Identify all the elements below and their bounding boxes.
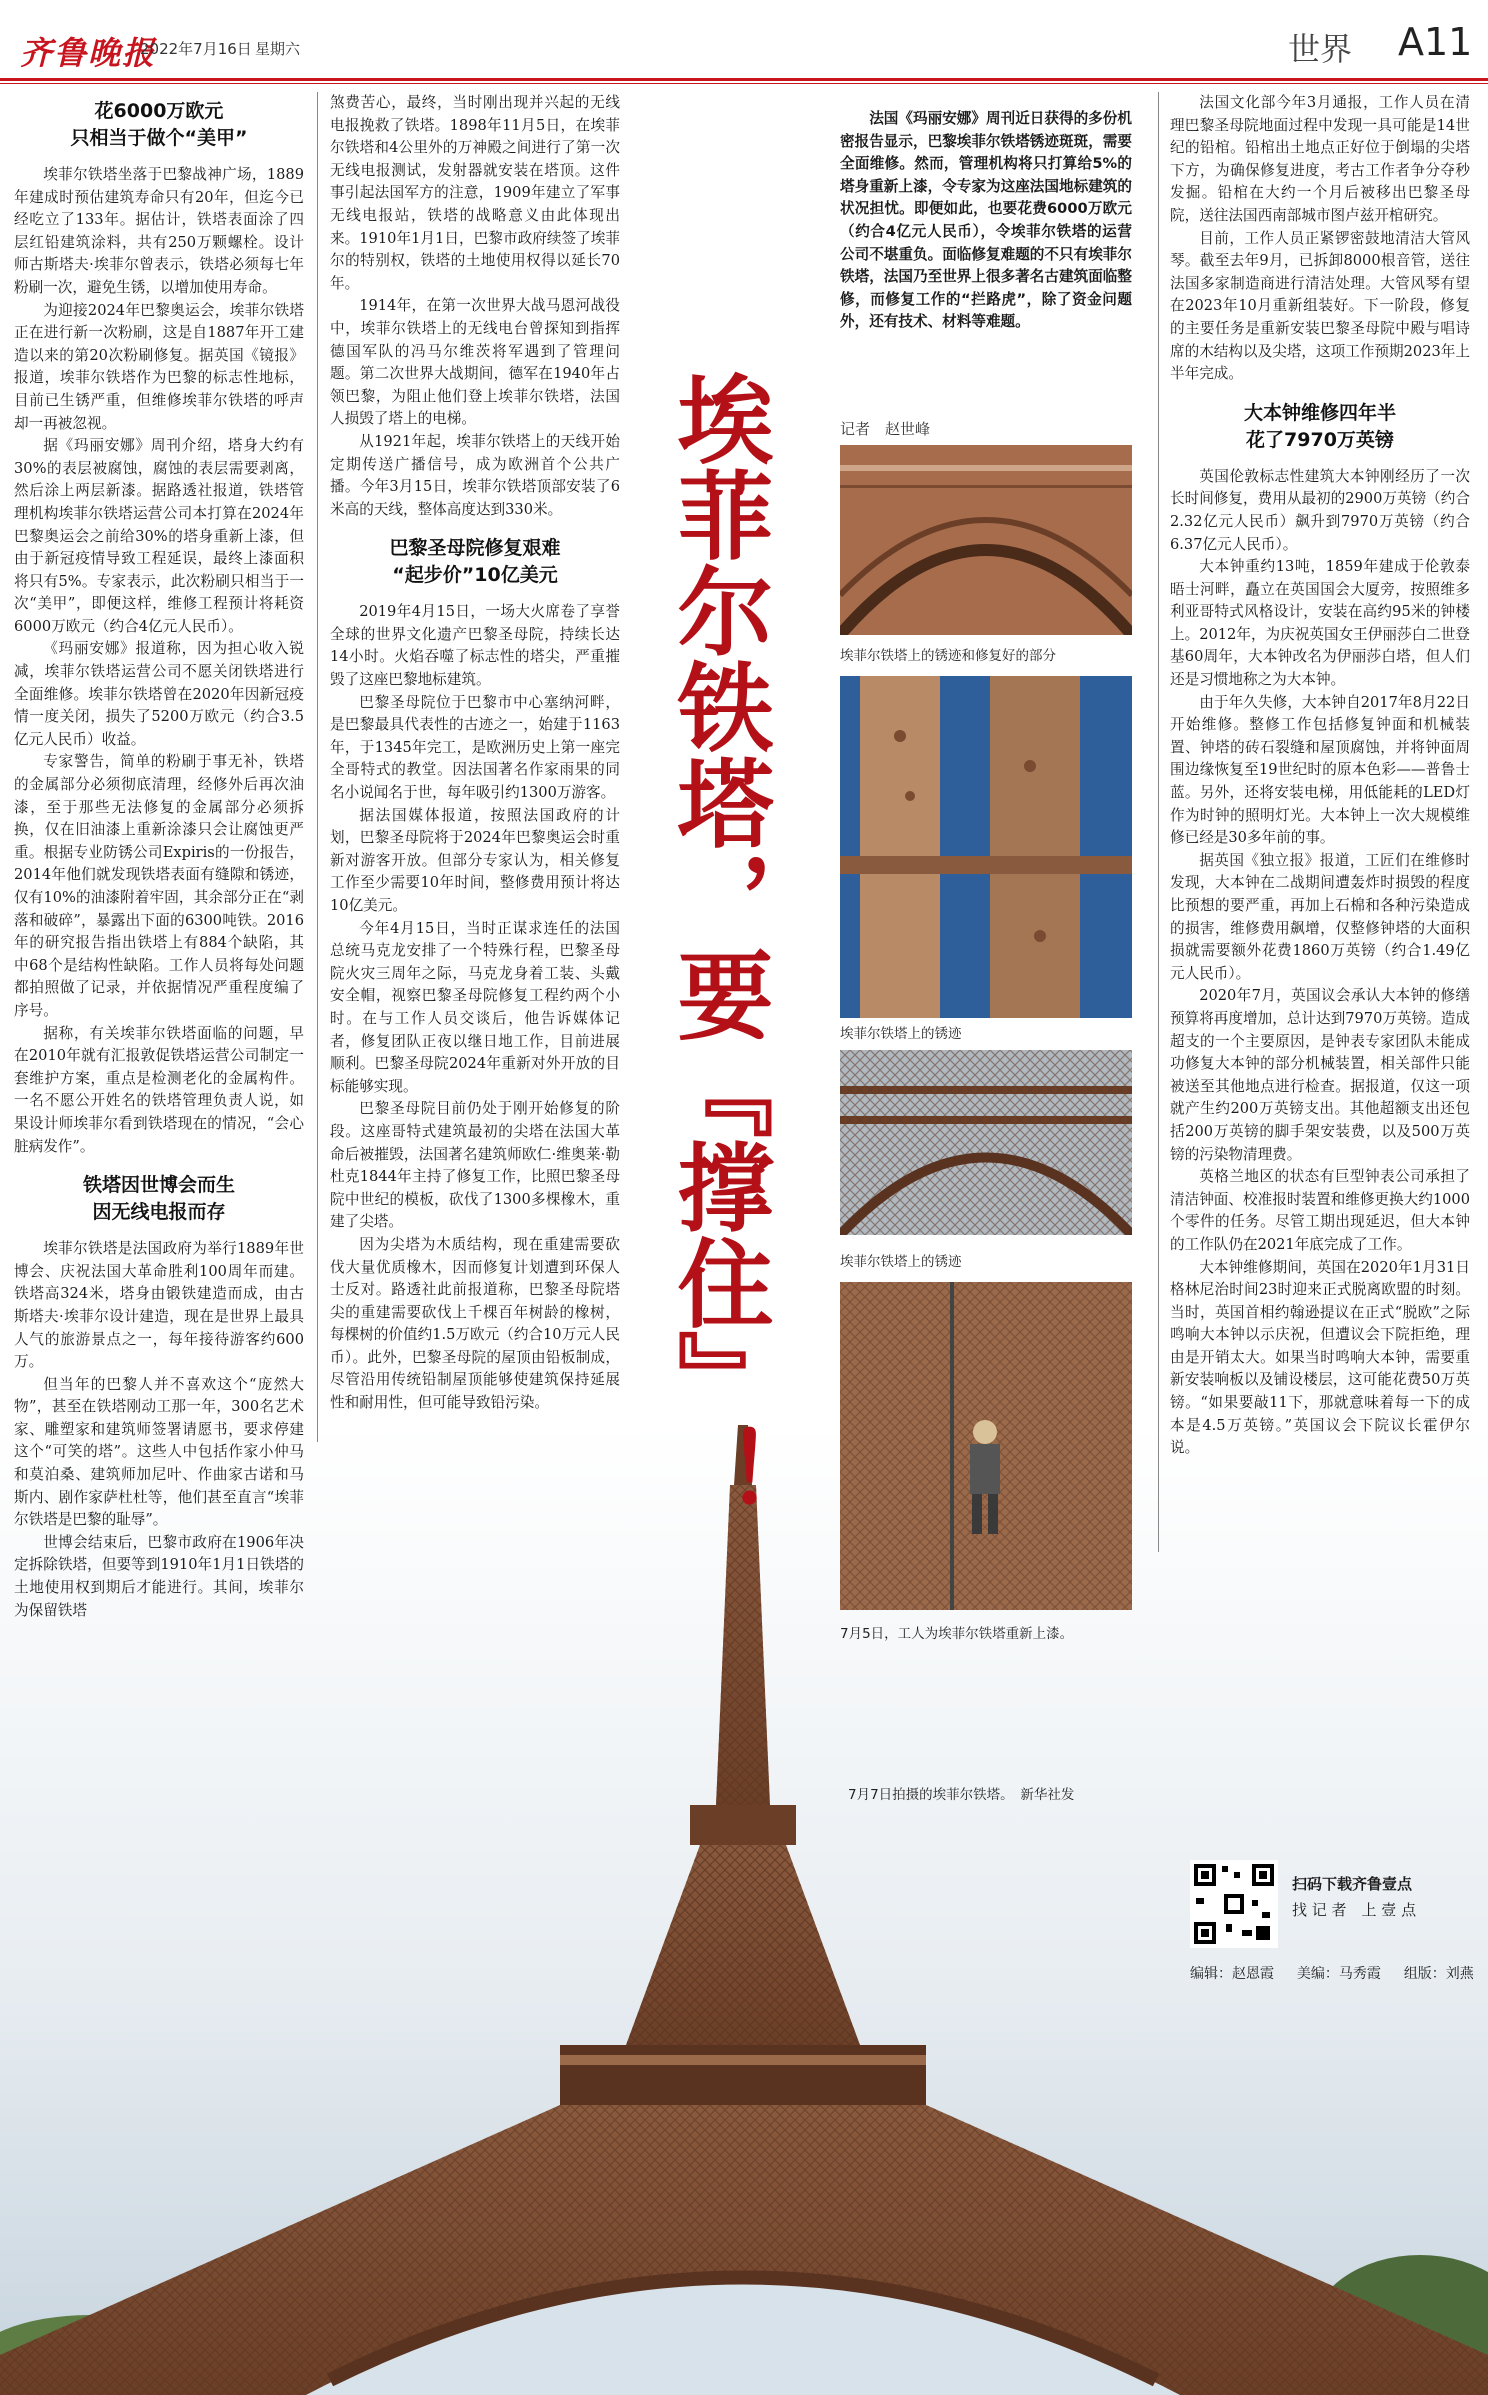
heading-line: 大本钟维修四年半 bbox=[1243, 401, 1396, 424]
photo-4-caption: 7月5日，工人为埃菲尔铁塔重新上漆。 bbox=[840, 1626, 1074, 1642]
article-lede bbox=[840, 108, 1132, 334]
qr-code-icon[interactable] bbox=[1190, 1860, 1278, 1948]
credit-proof: 组版：刘燕 bbox=[1403, 1966, 1474, 1982]
body-paragraph: 巴黎圣母院位于巴黎市中心塞纳河畔，是巴黎最具代表性的古迹之一，始建于1163年，于1345年完工，是欧洲历史上第一座完全哥特式的教堂。因法国著名作家雨果的同名小说闻名于世，每年吸引约1300万游客。 bbox=[330, 693, 620, 802]
section-name: 世界 bbox=[1288, 30, 1353, 68]
rust-photo-1 bbox=[840, 445, 1132, 635]
heading-line: 巴黎圣母院修复艰难 bbox=[389, 537, 561, 560]
photo-2-caption: 埃菲尔铁塔上的锈迹 bbox=[840, 1026, 962, 1042]
heading-line: 花了7970万英镑 bbox=[1246, 428, 1394, 451]
body-paragraph: 由于年久失修，大本钟自2017年8月22日开始维修。整修工作包括修复钟面和机械装置、钟塔的砖石裂缝和屋顶腐蚀，并将钟面周围边缘恢复至19世纪时的原本色彩——普鲁士蓝。另外，还将安装电梯，用低能耗的LED灯作为时钟的照明灯光。大本钟上一次大规模维修已经是30多年前的事。 bbox=[1170, 693, 1470, 847]
body-paragraph: 据《玛丽安娜》周刊介绍，塔身大约有30%的表层被腐蚀，腐蚀的表层需要剥离，然后涂上两层新漆。据路透社报道，铁塔管理机构埃菲尔铁塔运营公司本打算在2024年巴黎奥运会之前给30%的塔身重新上漆，但由于新冠疫情导致工程延误，最终上漆面积将只有5%。专家表示，此次粉刷只相当于一次“美甲”，即便这样，维修工程预计将耗资6000万欧元（约合4亿元人民币）。 bbox=[14, 437, 304, 635]
body-paragraph: 据称，有关埃菲尔铁塔面临的问题，早在2010年就有汇报敦促铁塔运营公司制定一套维护方案，重点是检测老化的金属构件。一名不愿公开姓名的铁塔管理负责人说，如果设计师埃菲尔看到铁塔现在的情况，“会心脏病发作”。 bbox=[14, 1024, 304, 1155]
column-1 bbox=[14, 92, 304, 1622]
issue-weekday: 星期六 bbox=[255, 40, 301, 58]
body-paragraph: 巴黎圣母院目前仍处于刚开始修复的阶段。这座哥特式建筑最初的尖塔在法国大革命后被摧毁，法国著名建筑师欧仁·维奥莱·勒杜克1844年主持了修复工作，比照巴黎圣母院中世纪的模板，砍伐了1300多棵橡木，重建了尖塔。 bbox=[330, 1100, 620, 1231]
body-paragraph: 埃菲尔铁塔是法国政府为举行1889年世博会、庆祝法国大革命胜利100周年而建。铁塔高324米，塔身由锻铁建造而成，由古斯塔夫·埃菲尔设计建造，现在是世界上最具人气的旅游景点之一，每年接待游客约600万。 bbox=[14, 1240, 304, 1371]
qr-promo-line-2: 找 记 者 上 壹 点 bbox=[1292, 1901, 1417, 1919]
rust-photo-3 bbox=[840, 1050, 1132, 1235]
body-paragraph: 目前，工作人员正紧锣密鼓地清洁大管风琴。截至去年9月，已拆卸8000根音管，送往法国多家制造商进行清洁处理。大管风琴有望在2023年10月重新组装好。下一阶段，修复的主要任务是重新安装巴黎圣母院中殿与唱诗席的木结构以及尖塔，这项工作预期2023年上半年完成。 bbox=[1170, 229, 1470, 383]
section-heading-expo bbox=[14, 1172, 304, 1226]
body-paragraph: 今年4月15日，当时正谋求连任的法国总统马克龙安排了一个特殊行程，巴黎圣母院火灾三周年之际，马克龙身着工装、头戴安全帽，视察巴黎圣母院修复工程约两个小时。在与工作人员交谈后，他告诉媒体记者，修复团队正夜以继日地工作，目前进展顺利。巴黎圣母院2024年重新对外开放的目标能够实现。 bbox=[330, 919, 620, 1095]
byline: 记者 赵世峰 bbox=[840, 420, 931, 438]
photo-1-caption: 埃菲尔铁塔上的锈迹和修复好的部分 bbox=[840, 648, 1056, 664]
photo-3-caption: 埃菲尔铁塔上的锈迹 bbox=[840, 1254, 962, 1270]
body-paragraph: 因为尖塔为木质结构，现在重建需要砍伐大量优质橡木，因而修复计划遭到环保人士反对。路透社此前报道称，巴黎圣母院塔尖的重建需要砍伐上千棵百年树龄的橡树，每棵树的价值约1.5万欧元（约合10万元人民币）。此外，巴黎圣母院的屋顶由铅板制成，尽管沿用传统铅制屋顶能够使建筑保持延展性和耐用性，但可能导致铅污染。 bbox=[330, 1235, 620, 1412]
body-paragraph: 大本钟重约13吨，1859年建成于伦敦泰晤士河畔，矗立在英国国会大厦旁，按照维多利亚哥特式风格设计，安装在高约95米的钟楼上。2012年，为庆祝英国女王伊丽莎白二世登基60周年，大本钟改名为伊丽莎白塔，但人们还是习惯地称之为大本钟。 bbox=[1170, 558, 1470, 689]
body-paragraph: 法国文化部今年3月通报，工作人员在清理巴黎圣母院地面过程中发现一具可能是14世纪的铅棺。铅棺出土地点正好位于倒塌的尖塔下方，为确保修复进度，考古工作者争分夺秒发掘。铅棺在大约一个月后被移出巴黎圣母院，送往法国西南部城市图卢兹开棺研究。 bbox=[1170, 94, 1470, 224]
section-heading-eiffel-cost bbox=[14, 98, 304, 152]
body-paragraph: 为迎接2024年巴黎奥运会，埃菲尔铁塔正在进行新一次粉刷，这是自1887年开工建造以来的第20次粉刷修复。据英国《镜报》报道，埃菲尔铁塔作为巴黎的标志性地标，目前已生锈严重，但维修埃菲尔铁塔的呼声却一再被忽视。 bbox=[14, 301, 304, 432]
body-paragraph: 但当年的巴黎人并不喜欢这个“庞然大物”，甚至在铁塔刚动工那一年，300名艺术家、雕塑家和建筑师签署请愿书，要求停建这个“可笑的塔”。这些人中包括作家小仲马和莫泊桑、建筑师加尼叶、作曲家古诺和马斯内、剧作家萨杜杜等，他们甚至直言“埃菲尔铁塔是巴黎的耻辱”。 bbox=[14, 1375, 304, 1529]
main-photo-caption: 7月7日拍摄的埃菲尔铁塔。 新华社发 bbox=[848, 1787, 1075, 1803]
body-paragraph: 《玛丽安娜》报道称，因为担心收入锐减，埃菲尔铁塔运营公司不愿关闭铁塔进行全面维修。埃菲尔铁塔曾在2020年因新冠疫情一度关闭，损失了5200万欧元（约合3.5亿元人民币）收益。 bbox=[14, 640, 304, 748]
heading-line: “起步价”10亿美元 bbox=[392, 564, 558, 587]
body-paragraph: 据法国媒体报道，按照法国政府的计划，巴黎圣母院将于2024年巴黎奥运会时重新对游客开放。但部分专家认为，相关修复工作至少需要10年时间，整修费用预计将达10亿美元。 bbox=[330, 806, 620, 914]
column-4 bbox=[1170, 92, 1470, 1460]
section-heading-big-ben bbox=[1170, 400, 1470, 454]
body-paragraph: 2019年4月15日，一场大火席卷了享誉全球的世界文化遗产巴黎圣母院，持续长达14小时。火焰吞噬了标志性的塔尖，严重摧毁了这座巴黎地标建筑。 bbox=[330, 603, 620, 689]
body-paragraph: 埃菲尔铁塔坐落于巴黎战神广场，1889年建成时预估建筑寿命只有20年，但迄今已经吃立了133年。据估计，铁塔表面涂了四层红铅建筑涂料，共有250万颗螺栓。设计师古斯塔夫·埃菲尔曾表示，铁塔必须每七年粉刷一次，避免生锈，以增加使用寿命。 bbox=[14, 166, 304, 296]
heading-line: 只相当于做个“美甲” bbox=[70, 127, 248, 149]
heading-line: 花6000万欧元 bbox=[94, 100, 224, 122]
page-number: A11 bbox=[1398, 20, 1473, 64]
header-rule-thin bbox=[0, 83, 1488, 84]
body-paragraph: 煞费苦心，最终，当时刚出现并兴起的无线电报挽救了铁塔。1898年11月5日，在埃菲尔铁塔和4公里外的万神殿之间进行了第一次无线电报测试，发射器就安装在塔顶。这件事引起法国军方的注意，1909年建立了军事无线电报站，铁塔的战略意义由此体现出来。1910年1月1日，巴黎市政府续签了埃菲尔的特别权，铁塔的土地使用权得以延长70年。 bbox=[330, 94, 620, 292]
body-paragraph: 从1921年起，埃菲尔铁塔上的天线开始定期传送广播信号，成为欧洲首个公共广播。今年3月15日，埃菲尔铁塔顶部安装了6米高的天线，整体高度达到330米。 bbox=[330, 432, 620, 518]
issue-date: 2022年7月16日 bbox=[140, 40, 252, 58]
heading-line: 因无线电报而存 bbox=[92, 1201, 226, 1224]
body-paragraph: 2020年7月，英国议会承认大本钟的修缮预算将再度增加，总计达到7970万英镑。造成超支的一个主要原因，是钟表专家团队未能成功修复大本钟的部分机械装置，相关部件只能被送至其他地点进行检查。据报道，仅这一项就产生约200万英镑支出。其他超额支出还包括200万英镑的脚手架安装费，以及500万英镑的污染物清理费。 bbox=[1170, 987, 1470, 1163]
body-paragraph: 1914年，在第一次世界大战马恩河战役中，埃菲尔铁塔上的无线电台曾探知到指挥德国军队的冯马尔维茨将军遇到了管理问题。第二次世界大战期间，德军在1940年占领巴黎，为阻止他们登上埃菲尔铁塔，法国人损毁了塔上的电梯。 bbox=[330, 297, 620, 428]
column-divider bbox=[317, 92, 318, 1442]
credit-editor: 编辑：赵恩霞 bbox=[1190, 1966, 1274, 1982]
masthead-logo: 齐鲁晚报 bbox=[20, 34, 157, 72]
worker-painting-photo bbox=[840, 1282, 1132, 1610]
heading-line: 铁塔因世博会而生 bbox=[82, 1174, 235, 1197]
column-2 bbox=[330, 92, 620, 1415]
body-paragraph: 英国伦敦标志性建筑大本钟刚经历了一次长时间修复，费用从最初的2900万英镑（约合2.32亿元人民币）飙升到7970万英镑（约合6.37亿元人民币）。 bbox=[1170, 467, 1470, 553]
body-paragraph: 专家警告，简单的粉刷于事无补，铁塔的金属部分必须彻底清理，经修外后再次油漆，至于那些无法修复的金属部分必须拆换，仅在旧油漆上重新涂漆只会让腐蚀更严重。根据专业防锈公司Expiris的一份报告，2014年他们就发现铁塔表面有缝隙和锈迹，仅有10%的油漆附着牢固，其余部分正在“剥落和破碎”，暴露出下面的6300吨铁。2016年的研究报告指出铁塔上有884个缺陷，其中68个是结构性缺陷。工作人员将每处问题都拍照做了记录，并依据情况严重程度编了序号。 bbox=[14, 753, 304, 1019]
rust-photo-2 bbox=[840, 676, 1132, 1018]
body-paragraph: 世博会结束后，巴黎市政府在1906年决定拆除铁塔，但要等到1910年1月1日铁塔的土地使用权到期后才能进行。其间，埃菲尔为保留铁塔 bbox=[14, 1533, 304, 1619]
header-rule bbox=[0, 78, 1488, 81]
page-credits bbox=[1190, 1963, 1474, 1983]
column-divider bbox=[1158, 92, 1159, 1552]
body-paragraph: 据英国《独立报》报道，工匠们在维修时发现，大本钟在二战期间遭轰炸时损毁的程度比预想的要严重，再加上石棉和各种污染造成的损害，维修费用飙增，仅整修钟塔的大面积损就需要额外花费1860万英镑（约合1.49亿元人民币）。 bbox=[1170, 851, 1470, 982]
main-headline: 埃菲尔铁塔，要『撑住』！ bbox=[662, 370, 775, 1522]
body-paragraph: 英格兰地区的状态有巨型钟表公司承担了清洁钟面、校准报时装置和维修更换大约1000个零件的任务。尽管工期出现延迟，但大本钟的工作队仍在2021年底完成了工作。 bbox=[1170, 1168, 1470, 1253]
body-paragraph: 大本钟维修期间，英国在2020年1月31日格林尼治时间23时迎来正式脱离欧盟的时刻。当时，英国首相约翰逊提议在正式“脱欧”之际鸣响大本钟以示庆祝，但遭议会下院拒绝，理由是开销太大。如果当时鸣响大本钟，需要重新安装响板以及铺设楼层，这可能花费50万英镑。“如果要敲11下，那就意味着每一下的成本是4.5万英镑。”英国议会下院议长霍伊尔说。 bbox=[1170, 1258, 1470, 1457]
section-heading-notre-dame bbox=[330, 535, 620, 589]
lede-paragraph: 法国《玛丽安娜》周刊近日获得的多份机密报告显示，巴黎埃菲尔铁塔锈迹斑斑，需要全面维修。然而，管理机构将只打算给5%的塔身重新上漆，令专家为这座法国地标建筑的状况担忧。即便如此，也要花费6000万欧元（约合4亿元人民币），令埃菲尔铁塔的运营公司不堪重负。面临修复难题的不只有埃菲尔铁塔，法国乃至世界上很多著名古建筑面临整修，而修复工作的“拦路虎”，除了资金问题外，还有技术、材料等难题。 bbox=[840, 110, 1132, 331]
qr-promo-line-1: 扫码下载齐鲁壹点 bbox=[1292, 1875, 1413, 1893]
credit-art: 美编：马秀霞 bbox=[1296, 1966, 1381, 1982]
